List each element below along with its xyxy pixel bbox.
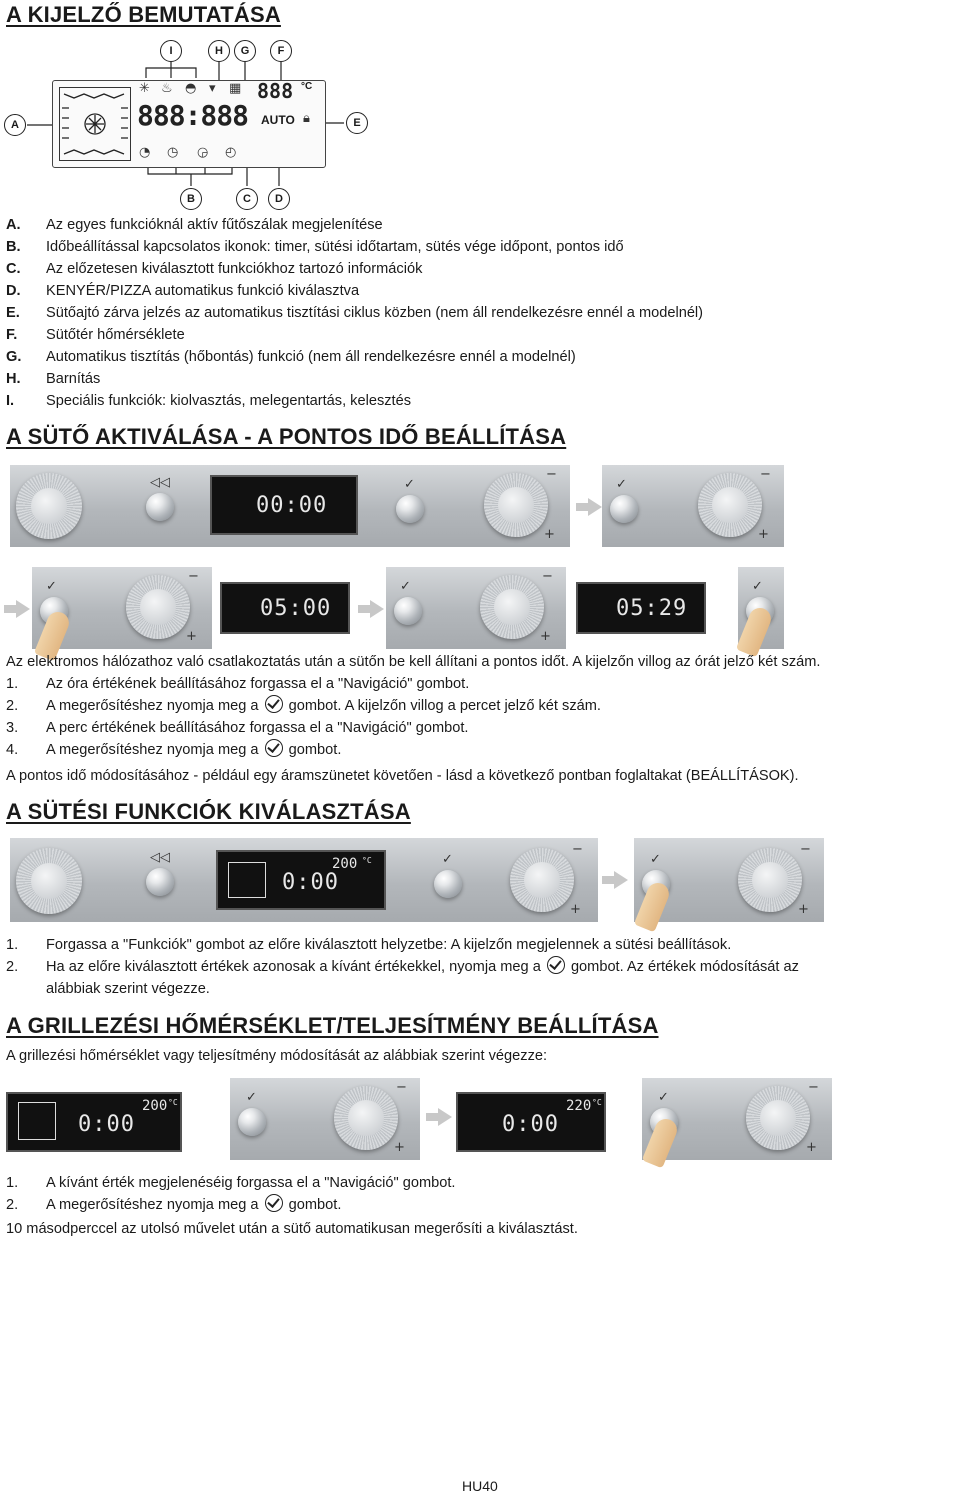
step-item: 1. Az óra értékének beállításához forgassa el a "Navigáció" gombot. <box>6 676 470 692</box>
plus-label: + <box>758 527 769 542</box>
functions-knob[interactable] <box>16 473 82 539</box>
minus-label: − <box>572 842 583 857</box>
callout-i: I <box>160 40 182 62</box>
lcd-unit: °C <box>168 1098 178 1107</box>
lcd-temperature: 200 <box>332 856 358 872</box>
lcd-segment-digits: 888:888 <box>137 99 249 132</box>
step-item: 2. A megerősítéshez nyomja meg a gombot. A kijelzőn villog a percet jelző két szám. <box>6 695 601 717</box>
plus-label: + <box>394 1140 405 1155</box>
finger-press-icon <box>642 1116 680 1169</box>
oven-panel-functions-2 <box>634 838 824 922</box>
display-legend <box>6 214 703 412</box>
oven-panel-activation-2 <box>602 465 784 547</box>
oven-cavity-icon <box>59 87 131 161</box>
check-label: ✓ <box>404 477 415 492</box>
lcd-time: 00:00 <box>256 493 328 518</box>
plus-label: + <box>806 1140 817 1155</box>
lcd-time: 0:00 <box>78 1112 135 1137</box>
check-label: ✓ <box>752 579 763 594</box>
confirm-button[interactable] <box>396 495 424 523</box>
step-item: 2. Ha az előre kiválasztott értékek azonosak a kívánt értékekkel, nyomja meg a gombot. Az értékek módosítását az <box>6 956 799 978</box>
legend-item: B. Időbeállítással kapcsolatos ikonok: timer, sütési időtartam, sütés vége időpont, pontos idő <box>6 239 624 255</box>
browning-icon: ▾ <box>209 81 216 96</box>
section-title-grill: A GRILLEZÉSI HŐMÉRSÉKLET/TELJESÍTMÉNY BEÁLLÍTÁSA <box>6 1013 659 1038</box>
check-label: ✓ <box>442 852 453 867</box>
lcd-functions <box>216 850 386 910</box>
lcd-activation-1 <box>210 475 358 535</box>
oven-panel-activation-4 <box>386 567 566 649</box>
confirm-button[interactable] <box>434 870 462 898</box>
lcd-unit: °C <box>362 856 372 865</box>
navigation-knob[interactable] <box>126 575 190 639</box>
minus-label: − <box>808 1080 819 1095</box>
lcd-temperature: 888 <box>257 79 294 103</box>
navigation-knob[interactable] <box>746 1086 810 1150</box>
callout-a: A <box>4 114 26 136</box>
lcd-temperature: 200 <box>142 1098 168 1114</box>
lcd-time: 0:00 <box>502 1112 559 1137</box>
oven-panel-functions-1 <box>10 838 598 922</box>
confirm-check-icon <box>265 1194 283 1212</box>
confirm-button[interactable] <box>610 495 638 523</box>
oven-panel-activation-3 <box>32 567 212 649</box>
step-arrow <box>370 600 384 618</box>
callout-b: B <box>180 188 202 210</box>
confirm-button[interactable] <box>238 1108 266 1136</box>
lock-icon: 🔒︎ <box>303 111 310 126</box>
minus-label: − <box>760 467 771 482</box>
lcd-grill-1 <box>6 1092 182 1152</box>
minus-label: − <box>542 569 553 584</box>
check-label: ✓ <box>616 477 627 492</box>
legend-item: G. Automatikus tisztítás (hőbontás) funkció (nem áll rendelkezésre ennél a modelnél) <box>6 349 576 365</box>
keep-warm-icon: ♨ <box>161 81 173 96</box>
confirm-button[interactable] <box>394 597 422 625</box>
oven-panel-grill-1 <box>230 1078 420 1160</box>
lcd-unit: °C <box>592 1098 602 1107</box>
step-arrow <box>614 871 628 889</box>
timer-icon: ◔ <box>139 145 151 160</box>
lcd-time: 05:29 <box>616 596 688 621</box>
section-title-activation: A SÜTŐ AKTIVÁLÁSA - A PONTOS IDŐ BEÁLLÍTÁSA <box>6 424 567 449</box>
function-icons <box>135 83 245 99</box>
lcd-oven-frame <box>228 862 266 898</box>
lcd-activation-2 <box>220 582 350 634</box>
callout-h: H <box>208 40 230 62</box>
end-time-icon: ◶ <box>197 145 209 160</box>
check-label: ✓ <box>400 579 411 594</box>
finger-press-icon <box>736 605 774 658</box>
legend-item: A. Az egyes funkcióknál aktív fűtőszálak megjelenítése <box>6 217 383 233</box>
step-arrow <box>438 1108 452 1126</box>
step-item: 1. Forgassa a "Funkciók" gombot az előre kiválasztott helyzetbe: A kijelzőn megjelennek a sütési beállítások. <box>6 937 732 953</box>
lcd-auto: AUTO <box>261 113 295 127</box>
navigation-knob[interactable] <box>698 473 762 537</box>
check-label: ✓ <box>658 1090 669 1105</box>
legend-item: C. Az előzetesen kiválasztott funkciókhoz tartozó információk <box>6 261 423 277</box>
plus-label: + <box>186 629 197 644</box>
lcd-time: 0:00 <box>282 870 339 895</box>
grill-intro: A grillezési hőmérséklet vagy teljesítmény módosítását az alábbiak szerint végezze: <box>6 1048 548 1064</box>
legend-item: D. KENYÉR/PIZZA automatikus funkció kiválasztva <box>6 283 360 299</box>
check-label: ✓ <box>46 579 57 594</box>
step-item: 3. A perc értékének beállításához forgassa el a "Navigáció" gombot. <box>6 720 469 736</box>
navigation-knob[interactable] <box>334 1086 398 1150</box>
confirm-check-icon <box>265 739 283 757</box>
oven-panel-activation-5 <box>738 567 784 649</box>
navigation-knob[interactable] <box>738 848 802 912</box>
navigation-knob[interactable] <box>484 473 548 537</box>
legend-item: E. Sütőajtó zárva jelzés az automatikus tisztítási ciklus közben (nem áll rendelkezésre ennél a modelnél) <box>6 305 704 321</box>
legend-item: F. Sütőtér hőmérséklete <box>6 327 185 343</box>
display-diagram <box>0 36 380 211</box>
section-title-display: A KIJELZŐ BEMUTATÁSA <box>6 2 281 27</box>
time-icons <box>137 145 247 163</box>
lcd-temperature: 220 <box>566 1098 592 1114</box>
pyrolysis-icon: ▦ <box>229 81 242 96</box>
oven-panel-grill-2 <box>642 1078 832 1160</box>
activation-intro: Az elektromos hálózathoz való csatlakoztatás után a sütőn be kell állítani a pontos időt. A kijelzőn villog az órát jelző két szám. <box>6 654 821 670</box>
back-icon: ◁◁ <box>150 850 170 865</box>
legend-item: I. Speciális funkciók: kiolvasztás, melegentartás, kelesztés <box>6 393 412 409</box>
minus-label: − <box>800 842 811 857</box>
check-label: ✓ <box>246 1090 257 1105</box>
activation-outro: A pontos idő módosításához - például egy áramszünetet követően - lásd a következő pontban foglaltakat (BEÁLLÍTÁSOK). <box>6 768 799 784</box>
minus-label: − <box>396 1080 407 1095</box>
lcd-oven-frame <box>18 1102 56 1140</box>
back-icon: ◁◁ <box>150 475 170 490</box>
callout-g: G <box>234 40 256 62</box>
duration-icon: ◷ <box>167 145 179 160</box>
activation-steps <box>6 673 601 761</box>
page-number: HU40 <box>462 1478 498 1494</box>
callout-f: F <box>270 40 292 62</box>
section-title-functions: A SÜTÉSI FUNKCIÓK KIVÁLASZTÁSA <box>6 799 411 824</box>
oven-panel-activation-1 <box>10 465 570 547</box>
plus-label: + <box>798 902 809 917</box>
navigation-knob[interactable] <box>510 848 574 912</box>
functions-knob[interactable] <box>16 848 82 914</box>
step-item: 1. A kívánt érték megjelenéséig forgassa el a "Navigáció" gombot. <box>6 1175 456 1191</box>
callout-d: D <box>268 188 290 210</box>
proving-icon: ◓ <box>185 81 197 96</box>
confirm-check-icon <box>547 956 565 974</box>
lcd-activation-3 <box>576 582 706 634</box>
finger-press-icon <box>634 880 672 933</box>
grill-steps <box>6 1172 455 1216</box>
legend-item: H. Barnítás <box>6 371 101 387</box>
step-item: alábbiak szerint végezze. <box>46 981 210 997</box>
step-item: 4. A megerősítéshez nyomja meg a gombot. <box>6 739 601 761</box>
navigation-knob[interactable] <box>480 575 544 639</box>
plus-label: + <box>540 629 551 644</box>
back-button[interactable] <box>146 493 174 521</box>
grill-outro: 10 másodperccel az utolsó művelet után a sütő automatikusan megerősíti a kiválasztást. <box>6 1221 578 1237</box>
step-item: 2. A megerősítéshez nyomja meg a gombot. <box>6 1194 455 1216</box>
display-body <box>52 80 326 168</box>
clock-icon: ◴ <box>225 145 237 160</box>
minus-label: − <box>546 467 557 482</box>
lcd-unit: °C <box>301 81 313 92</box>
step-arrow <box>588 498 602 516</box>
plus-label: + <box>570 902 581 917</box>
functions-steps <box>6 934 799 1000</box>
callout-e: E <box>346 112 368 134</box>
defrost-icon: ✳ <box>139 81 150 96</box>
check-label: ✓ <box>650 852 661 867</box>
back-button[interactable] <box>146 868 174 896</box>
lcd-time: 05:00 <box>260 596 332 621</box>
step-arrow <box>16 600 30 618</box>
minus-label: − <box>188 569 199 584</box>
callout-c: C <box>236 188 258 210</box>
confirm-check-icon <box>265 695 283 713</box>
lcd-grill-2 <box>456 1092 606 1152</box>
plus-label: + <box>544 527 555 542</box>
